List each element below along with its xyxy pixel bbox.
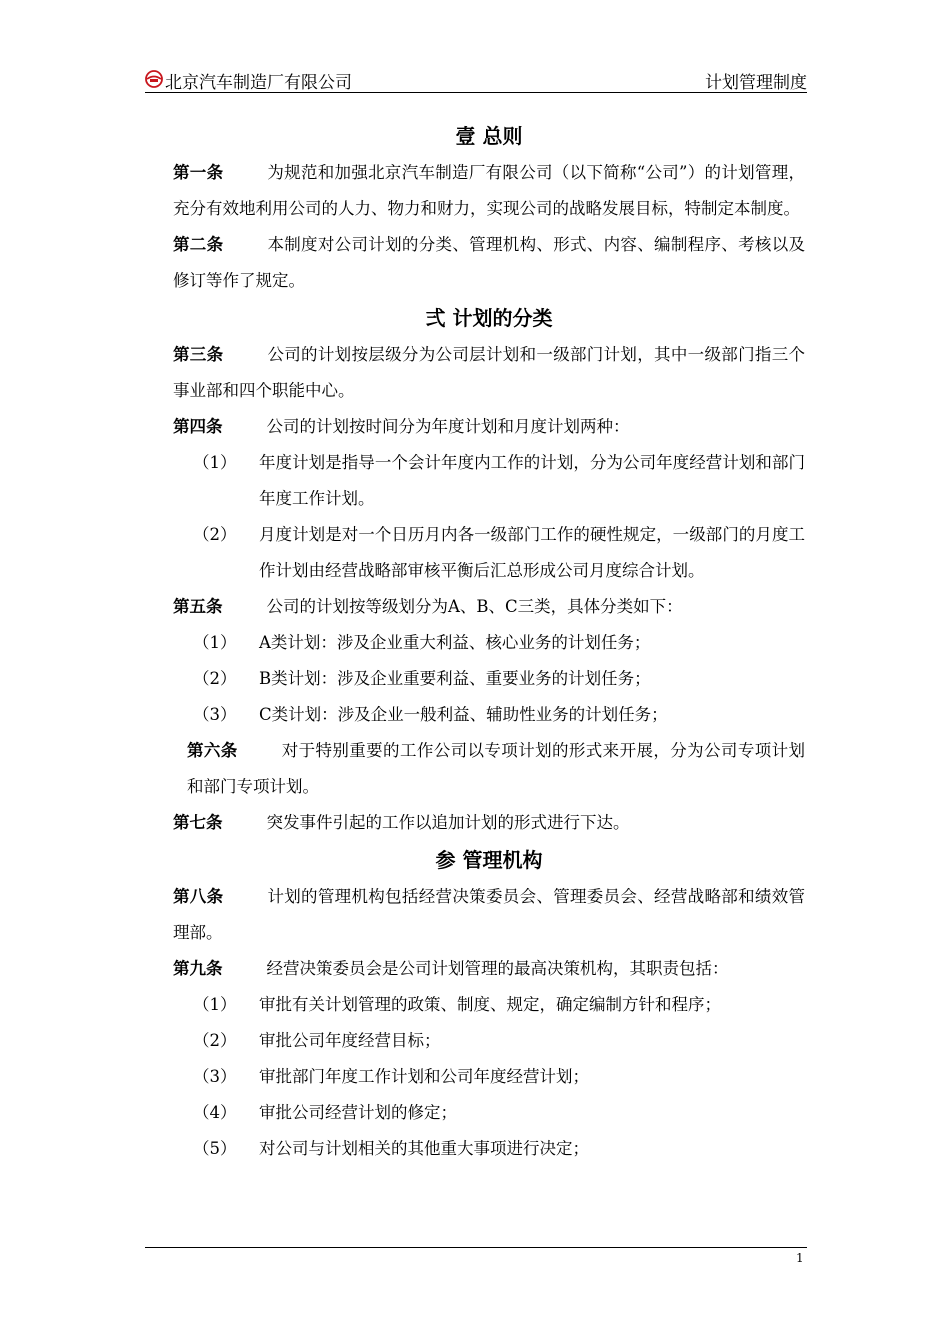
- article-label: 第一条: [173, 163, 224, 182]
- list-item-number: （5）: [193, 1139, 237, 1158]
- list-item-number: （1）: [193, 633, 237, 652]
- page-header: [145, 66, 807, 93]
- article-label: 第二条: [173, 235, 224, 254]
- section-title: 参 管理机构: [435, 848, 543, 872]
- article-label: 第七条: [173, 813, 223, 832]
- company-logo-icon: [145, 70, 163, 88]
- article-label: 第八条: [173, 887, 224, 906]
- list-item: [173, 987, 805, 1023]
- section-title: 弍 计划的分类: [425, 306, 553, 330]
- article-paragraph: [173, 879, 805, 951]
- list-item-text: B类计划：涉及企业重要利益、重要业务的计划任务；: [259, 669, 651, 688]
- article-text: 本制度对公司计划的分类、管理机构、形式、内容、编制程序、考核以及修订等作了规定。: [173, 235, 806, 290]
- list-item-number: （4）: [193, 1103, 237, 1122]
- list-item: [173, 1059, 805, 1095]
- list-item-number: （1）: [193, 453, 237, 472]
- list-item-text: 审批公司年度经营目标；: [259, 1031, 441, 1050]
- company-name: 北京汽车制造厂有限公司: [165, 73, 352, 93]
- list-item-text: 年度计划是指导一个会计年度内工作的计划，分为公司年度经营计划和部门年度工作计划。: [259, 453, 805, 508]
- article-label: 第六条: [187, 741, 238, 760]
- list-item-number: （2）: [193, 525, 237, 544]
- list-item-number: （3）: [193, 1067, 237, 1086]
- list-item-text: A类计划：涉及企业重大利益、核心业务的计划任务；: [259, 633, 651, 652]
- list-item-number: （2）: [193, 669, 237, 688]
- list-item: [173, 1095, 805, 1131]
- article-text: 计划的管理机构包括经营决策委员会、管理委员会、经营战略部和绩效管理部。: [173, 887, 806, 942]
- list-item-number: （3）: [193, 705, 237, 724]
- article-text: 为规范和加强北京汽车制造厂有限公司（以下简称“公司”）的计划管理，充分有效地利用公司的人力、物力和财力，实现公司的战略发展目标，特制定本制度。: [173, 163, 806, 218]
- article-label: 第三条: [173, 345, 224, 364]
- article-text: 经营决策委员会是公司计划管理的最高决策机构，其职责包括：: [266, 959, 729, 978]
- article-text: 公司的计划按时间分为年度计划和月度计划两种：: [266, 417, 630, 436]
- article-label: 第四条: [173, 417, 223, 436]
- article-paragraph: [173, 733, 805, 805]
- list-item: [173, 1131, 805, 1167]
- article-paragraph: [173, 589, 805, 625]
- article-paragraph: [173, 227, 805, 299]
- list-item-text: 审批部门年度工作计划和公司年度经营计划；: [259, 1067, 589, 1086]
- list-item-text: 审批公司经营计划的修定；: [259, 1103, 457, 1122]
- list-item-text: C类计划：涉及企业一般利益、辅助性业务的计划任务；: [259, 705, 668, 724]
- article-paragraph: [173, 805, 805, 841]
- list-item: [173, 445, 805, 517]
- list-item-text: 审批有关计划管理的政策、制度、规定，确定编制方针和程序；: [259, 995, 721, 1014]
- section-title: 壹 总则: [455, 124, 523, 148]
- list-item: [173, 517, 805, 589]
- footer-divider: [145, 1247, 807, 1248]
- list-item-number: （1）: [193, 995, 237, 1014]
- article-paragraph: [173, 409, 805, 445]
- list-item-number: （2）: [193, 1031, 237, 1050]
- article-text: 公司的计划按层级分为公司层计划和一级部门计划，其中一级部门指三个事业部和四个职能中心。: [173, 345, 806, 400]
- list-item: [173, 697, 805, 733]
- list-item: [173, 625, 805, 661]
- article-text: 突发事件引起的工作以追加计划的形式进行下达。: [266, 813, 630, 832]
- list-item: [173, 1023, 805, 1059]
- article-label: 第九条: [173, 959, 223, 978]
- article-label: 第五条: [173, 597, 223, 616]
- document-body: [173, 117, 805, 1167]
- list-item: [173, 661, 805, 697]
- article-paragraph: [173, 155, 805, 227]
- article-text: 公司的计划按等级划分为A、B、C三类，具体分类如下：: [266, 597, 683, 616]
- article-paragraph: [173, 951, 805, 987]
- document-title: 计划管理制度: [705, 73, 807, 93]
- list-item-text: 对公司与计划相关的其他重大事项进行决定；: [259, 1139, 589, 1158]
- article-text: 对于特别重要的工作公司以专项计划的形式来开展，分为公司专项计划和部门专项计划。: [187, 741, 806, 796]
- page-number: 1: [796, 1251, 804, 1265]
- list-item-text: 月度计划是对一个日历月内各一级部门工作的硬性规定，一级部门的月度工作计划由经营战略部审核平衡后汇总形成公司月度综合计划。: [259, 525, 805, 580]
- article-paragraph: [173, 337, 805, 409]
